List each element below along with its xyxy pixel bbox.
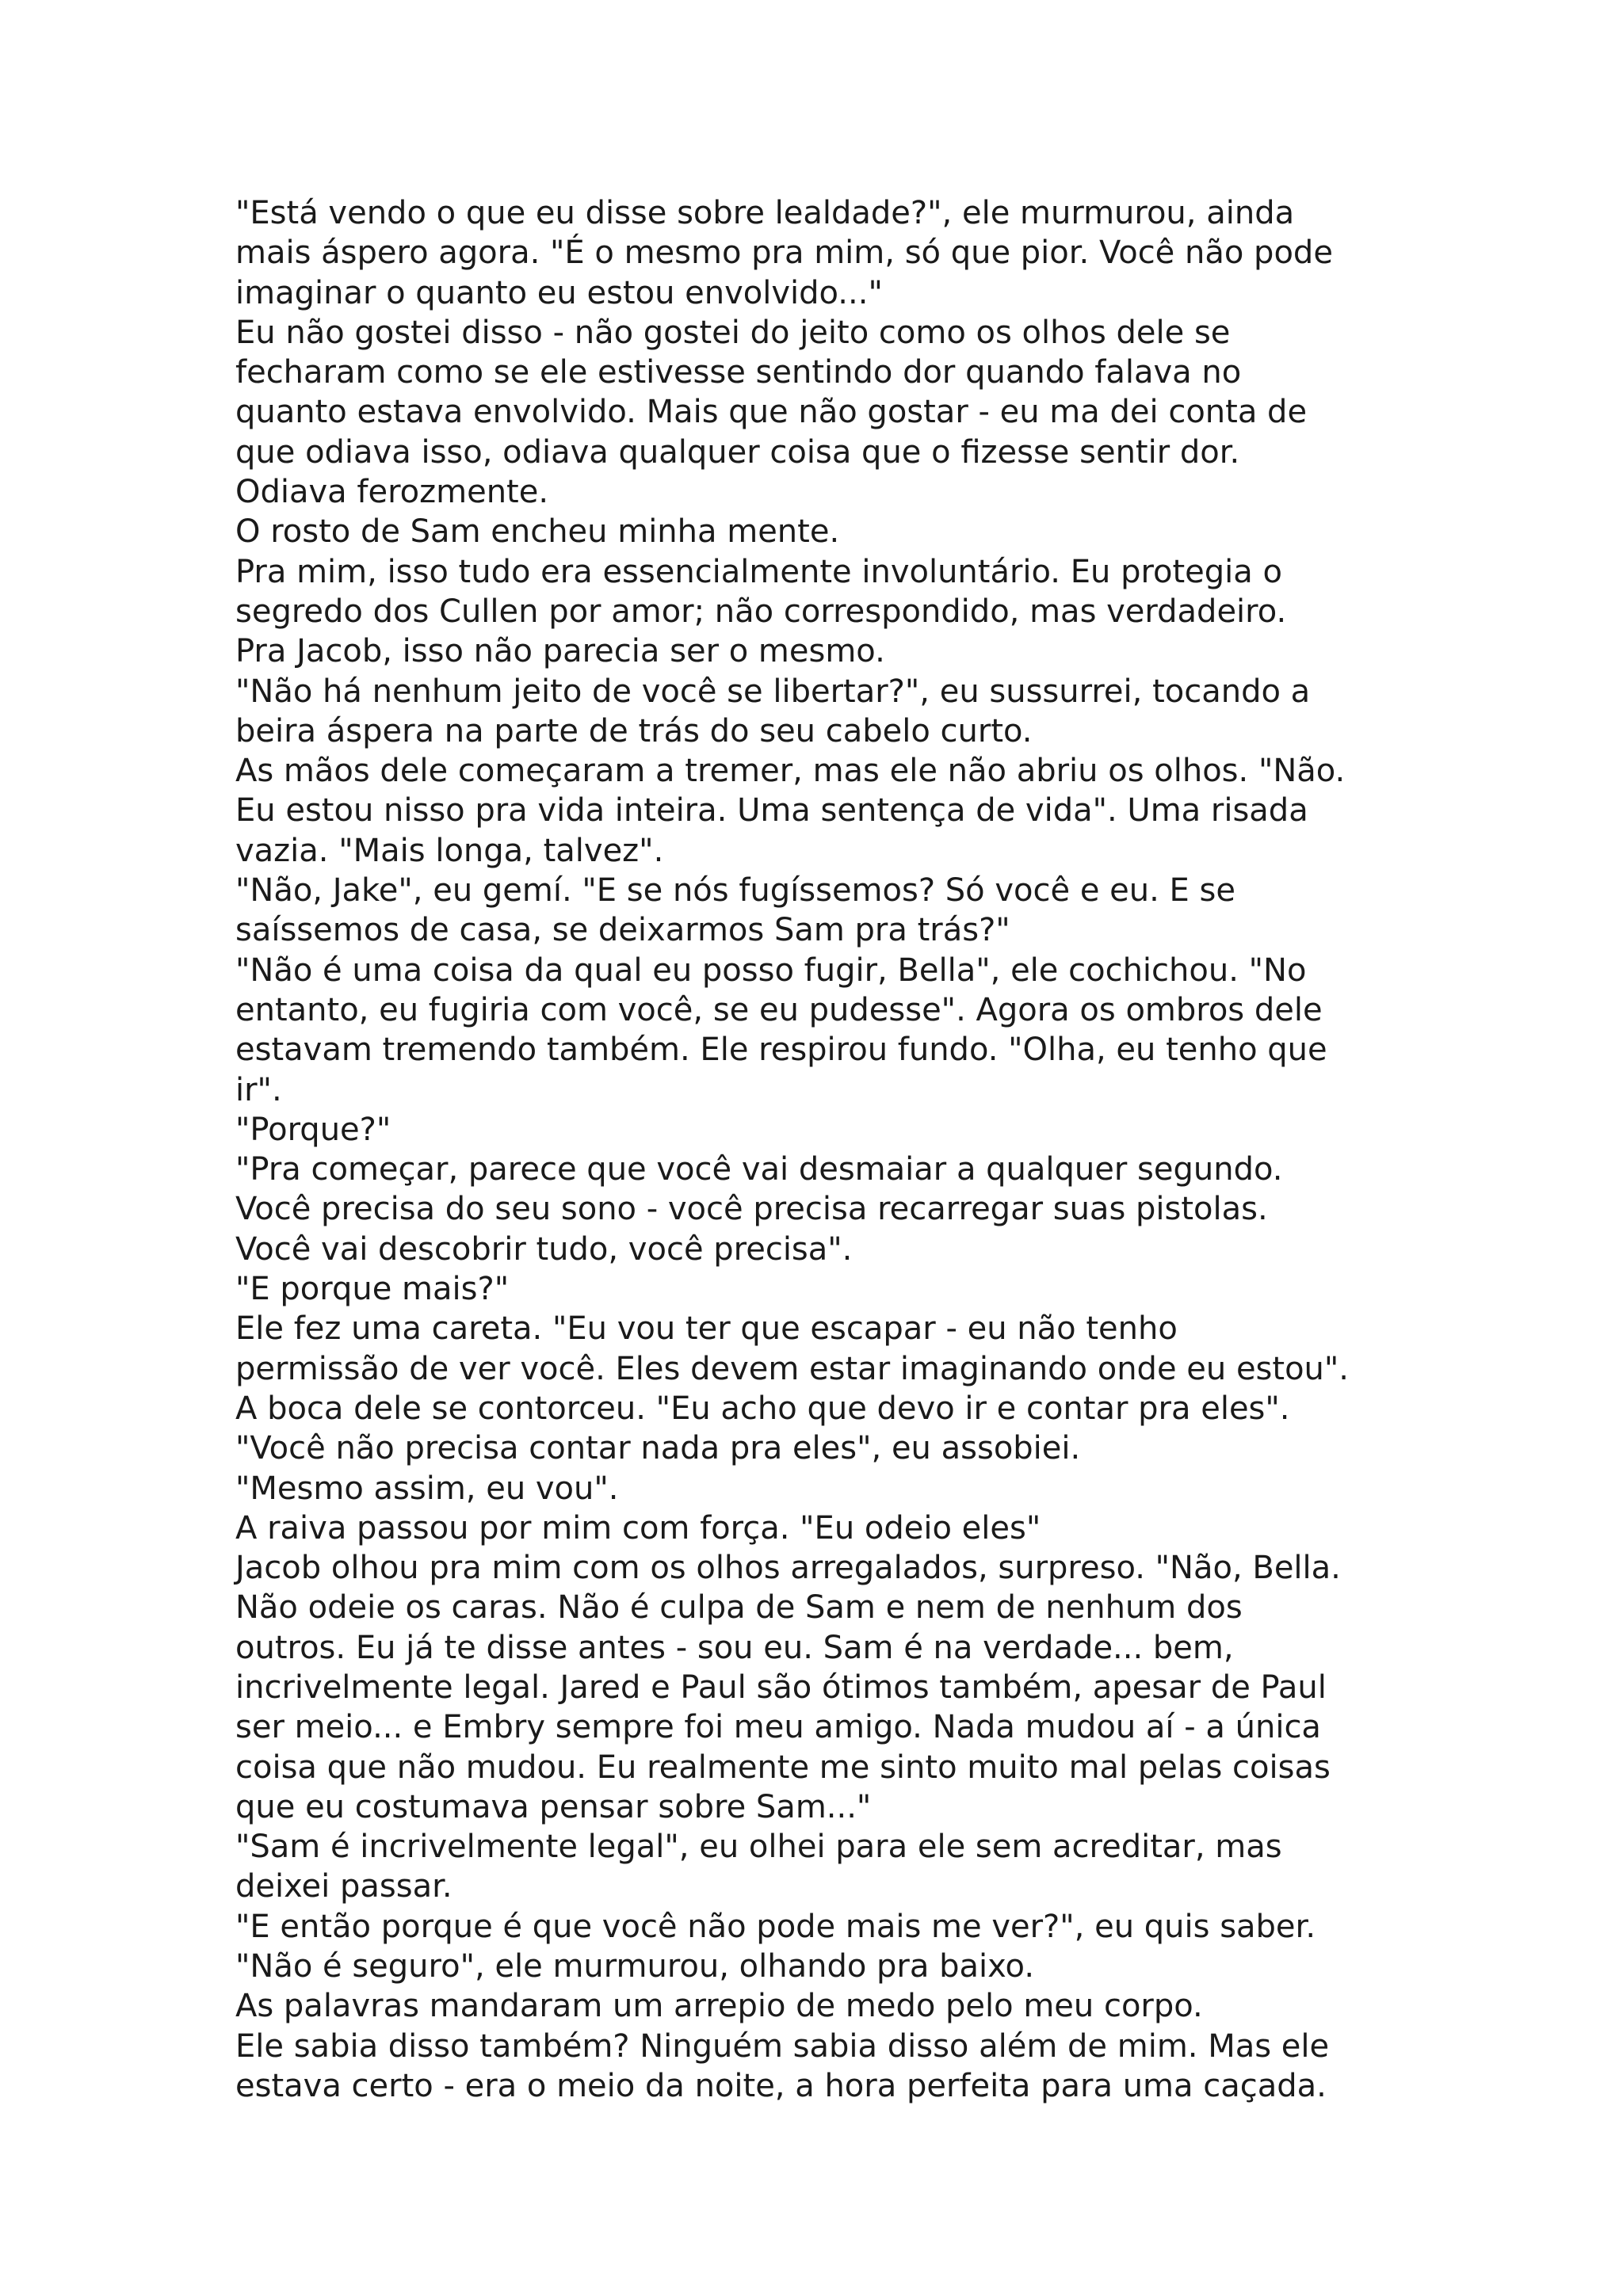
text-line: O rosto de Sam encheu minha mente. [235, 513, 840, 551]
text-line: ir". [235, 1071, 282, 1108]
text-line: As palavras mandaram um arrepio de medo pelo meu corpo. [235, 1988, 1203, 2025]
text-line: Eu não gostei disso - não gostei do jeito como os olhos dele se [235, 314, 1231, 351]
text-line: segredo dos Cullen por amor; não correspondido, mas verdadeiro. [235, 593, 1287, 630]
text-line: deixei passar. [235, 1868, 453, 1905]
text-line: Ele fez uma careta. "Eu vou ter que escapar - eu não tenho [235, 1310, 1178, 1348]
text-line: Pra Jacob, isso não parecia ser o mesmo. [235, 633, 885, 670]
text-line: Eu estou nisso pra vida inteira. Uma sentença de vida". Uma risada [235, 792, 1308, 830]
text-line: "Pra começar, parece que você vai desmaiar a qualquer segundo. [235, 1151, 1283, 1188]
text-line: estavam tremendo também. Ele respirou fundo. "Olha, eu tenho que [235, 1032, 1327, 1069]
text-line: "Você não precisa contar nada pra eles", eu assobiei. [235, 1430, 1081, 1467]
text-line: incrivelmente legal. Jared e Paul são ótimos também, apesar de Paul [235, 1669, 1327, 1706]
text-line: ser meio... e Embry sempre foi meu amigo. Nada mudou aí - a única [235, 1709, 1321, 1746]
text-line: "Não, Jake", eu gemí. "E se nós fugíssemos? Só você e eu. E se [235, 872, 1235, 910]
body-text [235, 193, 1408, 2106]
text-line: "Porque?" [235, 1111, 391, 1148]
text-line: Não odeie os caras. Não é culpa de Sam e nem de nenhum dos [235, 1589, 1243, 1627]
text-line: "Não há nenhum jeito de você se libertar?", eu sussurrei, tocando a [235, 673, 1311, 710]
text-line: "Sam é incrivelmente legal", eu olhei para ele sem acreditar, mas [235, 1829, 1282, 1866]
text-line: que eu costumava pensar sobre Sam..." [235, 1788, 872, 1825]
text-line: As mãos dele começaram a tremer, mas ele não abriu os olhos. "Não. [235, 753, 1346, 790]
text-line: imaginar o quanto eu estou envolvido..." [235, 274, 883, 311]
text-line: Você precisa do seu sono - você precisa recarregar suas pistolas. [235, 1191, 1268, 1228]
text-line: "Não é uma coisa da qual eu posso fugir, Bella", ele cochichou. "No [235, 952, 1307, 989]
text-line: entanto, eu fugiria com você, se eu pudesse". Agora os ombros dele [235, 991, 1323, 1028]
text-line: Jacob olhou pra mim com os olhos arregalados, surpreso. "Não, Bella. [235, 1550, 1341, 1587]
text-line: Você vai descobrir tudo, você precisa". [235, 1230, 853, 1268]
text-line: beira áspera na parte de trás do seu cabelo curto. [235, 712, 1033, 749]
text-line: "Mesmo assim, eu vou". [235, 1470, 619, 1507]
text-line: "Não é seguro", ele murmurou, olhando pra baixo. [235, 1948, 1035, 1985]
text-line: fecharam como se ele estivesse sentindo dor quando falava no [235, 354, 1242, 391]
text-line: Odiava ferozmente. [235, 474, 549, 511]
text-line: coisa que não mudou. Eu realmente me sinto muito mal pelas coisas [235, 1749, 1331, 1786]
text-line: Pra mim, isso tudo era essencialmente involuntário. Eu protegia o [235, 553, 1282, 590]
text-line: A raiva passou por mim com força. "Eu odeio eles" [235, 1509, 1041, 1547]
text-line: A boca dele se contorceu. "Eu acho que devo ir e contar pra eles". [235, 1390, 1290, 1427]
text-line: "Está vendo o que eu disse sobre lealdade?", ele murmurou, ainda [235, 195, 1295, 231]
text-line: mais áspero agora. "É o mesmo pra mim, só que pior. Você não pode [235, 235, 1333, 272]
text-line: Ele sabia disso também? Ninguém sabia disso além de mim. Mas ele [235, 2027, 1330, 2065]
text-line: quanto estava envolvido. Mais que não gostar - eu ma dei conta de [235, 394, 1308, 431]
text-line: outros. Eu já te disse antes - sou eu. Sam é na verdade... bem, [235, 1629, 1234, 1666]
text-line: saíssemos de casa, se deixarmos Sam pra trás?" [235, 912, 1010, 949]
text-line: permissão de ver você. Eles devem estar imaginando onde eu estou". [235, 1350, 1350, 1387]
text-line: estava certo - era o meio da noite, a hora perfeita para uma caçada. [235, 2067, 1327, 2104]
text-line: "E porque mais?" [235, 1271, 510, 1308]
text-line: vazia. "Mais longa, talvez". [235, 832, 664, 869]
text-line: "E então porque é que você não pode mais me ver?", eu quis saber. [235, 1908, 1316, 1945]
text-line: que odiava isso, odiava qualquer coisa que o fizesse sentir dor. [235, 433, 1240, 471]
